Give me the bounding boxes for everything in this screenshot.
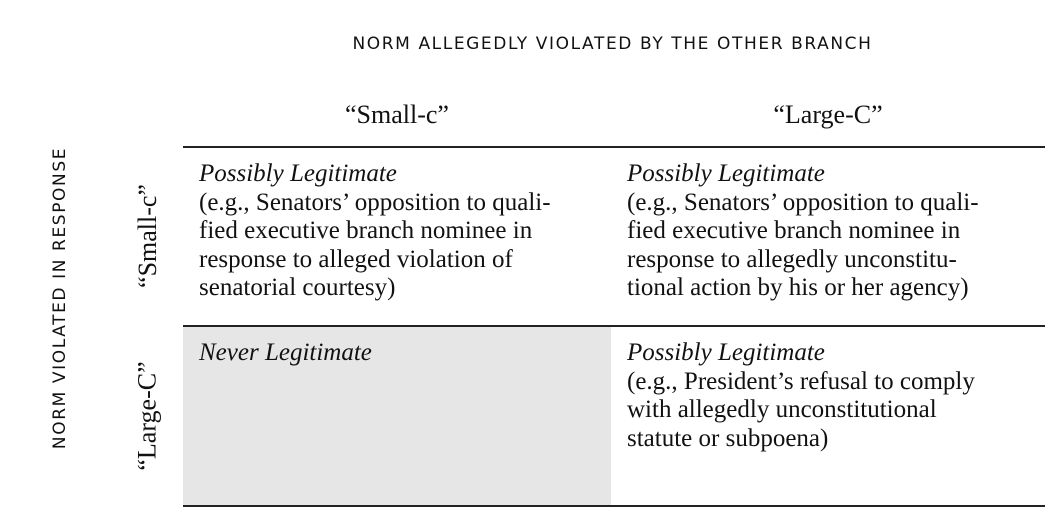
cell-example-line: with allegedly unconstitutional	[627, 396, 937, 423]
row-axis-title-text: NORM VIOLATED IN RESPONSE	[50, 146, 70, 450]
row-header-small-c	[126, 147, 170, 325]
cell-large-small	[183, 327, 611, 505]
cell-example-line: fied executive branch nominee in	[199, 217, 533, 244]
cell-large-large	[611, 327, 1045, 505]
row-header-large-c	[126, 325, 170, 506]
cell-example-line: senatorial courtesy)	[199, 274, 396, 301]
cell-verdict: Possibly Legitimate	[627, 339, 825, 366]
table-bottom-rule	[183, 505, 1045, 507]
cell-verdict: Possibly Legitimate	[199, 160, 397, 187]
cell-example-line: (e.g., Senators’ opposition to quali-	[627, 188, 979, 216]
cell-verdict: Possibly Legitimate	[627, 160, 825, 187]
cell-small-large	[611, 148, 1045, 324]
column-axis-title: NORM ALLEGEDLY VIOLATED BY THE OTHER BRANCH	[352, 34, 873, 54]
cell-verdict: Never Legitimate	[199, 339, 372, 366]
cell-example-line: (e.g., Senators’ opposition to quali-	[199, 188, 551, 216]
column-header-large-c: “Large-C”	[773, 100, 883, 129]
cell-example-line: statute or subpoena)	[627, 424, 829, 452]
cell-example-line: tional action by his or her agency)	[627, 274, 969, 301]
row-header-small-c-text: “Small-c”	[133, 184, 163, 288]
row-header-large-c-text: “Large-C”	[133, 360, 163, 471]
cell-example-line: response to alleged violation of	[199, 245, 513, 273]
cell-example-line: fied executive branch nominee in	[627, 217, 961, 244]
row-axis-title	[42, 128, 78, 468]
cell-small-small	[183, 148, 611, 324]
column-header-small-c: “Small-c”	[345, 100, 449, 129]
cell-example-line: (e.g., President’s refusal to comply	[627, 367, 975, 395]
cell-example-line: response to allegedly unconstitu-	[627, 245, 957, 273]
